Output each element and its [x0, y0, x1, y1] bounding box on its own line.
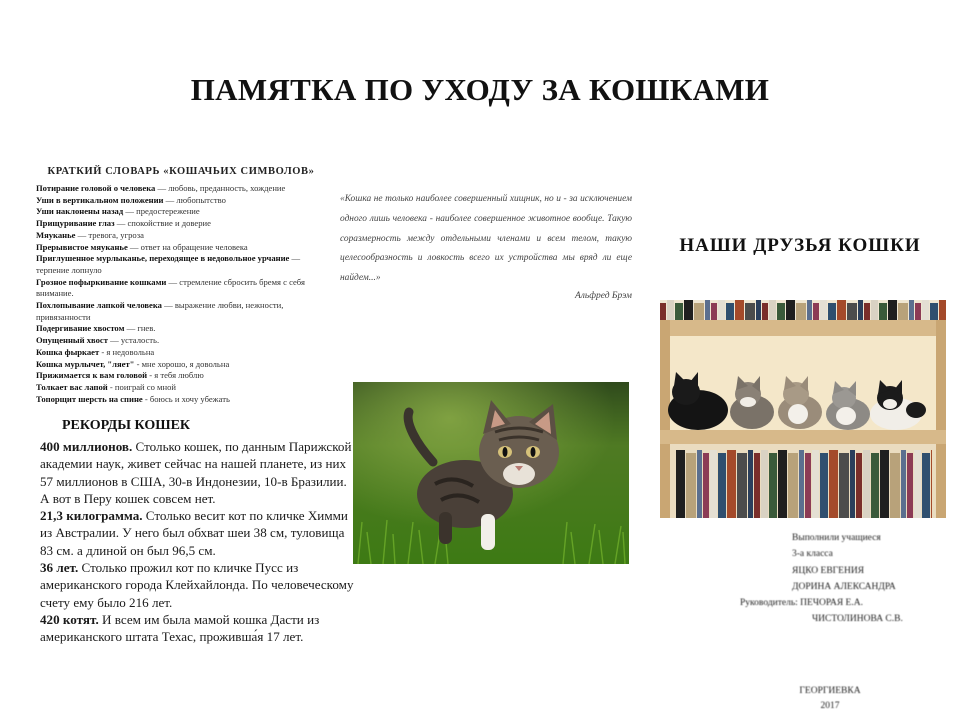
- glossary-definition: — гнев.: [124, 323, 156, 334]
- book-spine: [694, 303, 704, 320]
- glossary-item: [36, 335, 326, 347]
- book-spine: [710, 450, 717, 518]
- book-spine: [684, 300, 693, 320]
- book-spine: [837, 300, 846, 320]
- book-spine: [697, 450, 702, 518]
- book-spine: [675, 303, 683, 320]
- records-section: [40, 418, 358, 646]
- book-spine: [769, 300, 776, 320]
- glossary-term: Прерывистое мяуканье: [36, 241, 128, 252]
- book-spine: [769, 453, 777, 518]
- glossary-term: Похлопывание лапкой человека: [36, 300, 162, 311]
- book-spine: [922, 453, 930, 518]
- glossary-definition: - я недовольна: [99, 346, 155, 357]
- glossary-term: Топорщит шерсть на спине: [36, 393, 143, 404]
- record-text: Столько весит кот по кличке Химми из Австралии. У него был обхват шеи 38 см, туловища 83 см. а длиной он был 96,5 см.: [40, 508, 348, 558]
- book-spine: [726, 303, 734, 320]
- record-text: Столько прожил кот по кличке Пусс из американского города Клейхайлонда. По человеческому счету ему было 216 лет.: [40, 560, 354, 610]
- glossary-term: Уши наклонены назад: [36, 206, 124, 217]
- glossary-definition: — усталость.: [107, 335, 160, 346]
- book-spine: [737, 453, 747, 518]
- cats-on-shelf-photo: [660, 300, 946, 518]
- book-spine: [660, 303, 666, 320]
- quote-block: [340, 190, 632, 301]
- book-spine: [813, 303, 819, 320]
- book-spine: [847, 303, 857, 320]
- credit-line: ЧИСТОЛИНОВА С.В.: [812, 614, 903, 625]
- book-spine: [762, 303, 768, 320]
- book-spine: [879, 303, 887, 320]
- book-spine: [901, 450, 906, 518]
- glossary-term: Кошка фыркает: [36, 346, 100, 357]
- credit-line: 3-а класса: [792, 549, 833, 560]
- book-spine: [829, 450, 838, 518]
- book-spine: [807, 300, 812, 320]
- glossary-item: [36, 206, 326, 218]
- book-spine: [820, 453, 828, 518]
- glossary-definition: — предостережение: [123, 206, 200, 217]
- glossary-definition: — стремление сбросить бремя с себя внимание.: [36, 276, 305, 299]
- record-item: [40, 507, 358, 559]
- record-item: [40, 438, 358, 507]
- book-spine: [796, 303, 806, 320]
- record-value: 36 лет.: [40, 560, 79, 576]
- record-value: 400 миллионов.: [40, 439, 133, 454]
- credit-line: Руководитель: ПЕЧОРАЯ Е.А.: [740, 598, 863, 609]
- book-spine: [898, 303, 908, 320]
- glossary-definition: — спокойствие и доверие: [114, 218, 211, 229]
- glossary-term: Приглушенное мурлыканье, переходящее в недовольное урчание: [36, 253, 290, 264]
- record-item: [40, 559, 358, 611]
- book-spine: [931, 450, 932, 518]
- glossary-definition: - боюсь и хочу убежать: [142, 393, 230, 404]
- book-spine: [748, 450, 753, 518]
- book-spine: [820, 300, 827, 320]
- glossary-term: Прищуривание глаз: [36, 218, 115, 229]
- glossary-item: [36, 300, 326, 323]
- credit-line: ЯЦКО ЕВГЕНИЯ: [792, 565, 865, 576]
- glossary-item: [36, 218, 326, 230]
- book-spine: [711, 303, 717, 320]
- book-spine: [761, 450, 768, 518]
- book-spine: [799, 450, 804, 518]
- glossary-term: Потирание головой о человека: [36, 183, 156, 193]
- glossary-term: Прижимается к вам головой: [36, 370, 148, 381]
- book-spine: [778, 450, 787, 518]
- records-list: [40, 438, 358, 646]
- glossary-item: [36, 394, 326, 406]
- footer-block: [780, 684, 880, 714]
- book-spine: [880, 450, 889, 518]
- glossary-item: [36, 230, 326, 242]
- glossary-term: Опущенный хвост: [36, 335, 108, 346]
- credit-line: ДОРИНА АЛЕКСАНДРА: [792, 581, 896, 592]
- book-spine: [676, 450, 685, 518]
- book-spine: [888, 300, 897, 320]
- book-spine: [930, 303, 938, 320]
- footer-city: ГЕОРГИЕВКА: [799, 686, 861, 696]
- glossary-item: [36, 370, 326, 382]
- glossary-definition: — тревога, угроза: [75, 229, 144, 240]
- book-spine: [718, 453, 726, 518]
- book-spine: [890, 453, 900, 518]
- glossary-item: [36, 183, 326, 195]
- record-value: 21,3 килограмма.: [40, 508, 143, 524]
- shelf-illustration: [660, 300, 946, 518]
- record-text: И всем им была мамой кошка Дасти из американского штата Техас, проживша́я 17 лет.: [40, 611, 320, 645]
- book-spine: [805, 453, 811, 518]
- quote-author: Альфред Брэм: [574, 290, 632, 301]
- book-spine: [745, 303, 755, 320]
- glossary-item: [36, 382, 326, 394]
- glossary-section: [36, 166, 326, 405]
- book-spine: [667, 300, 674, 320]
- kitten-photo: [353, 382, 629, 564]
- kitten-illustration: [353, 382, 629, 564]
- glossary-list: [36, 183, 326, 405]
- glossary-definition: - я тебя люблю: [147, 370, 204, 381]
- glossary-term: Уши в вертикальном положении: [36, 194, 164, 205]
- book-spine: [907, 453, 913, 518]
- glossary-term: Кошка мурлычет, "ляет": [36, 358, 135, 369]
- glossary-item: [36, 195, 326, 207]
- book-spine: [812, 450, 819, 518]
- book-spine: [856, 453, 862, 518]
- book-spine: [864, 303, 870, 320]
- book-spine: [718, 300, 725, 320]
- glossary-heading: КРАТКИЙ СЛОВАРЬ «КОШАЧЬИХ СИМВОЛОВ»: [47, 166, 315, 177]
- book-spine: [686, 453, 696, 518]
- book-spine: [786, 300, 795, 320]
- glossary-term: Подергивание хвостом: [36, 323, 125, 334]
- book-spine: [777, 303, 785, 320]
- glossary-term: Грозное пофыркивание кошками: [36, 276, 167, 287]
- book-spine: [705, 300, 710, 320]
- record-text: Столько кошек, по данным Парижской академии наук, живет сейчас на нашей планете, из них 57 миллионов в США, 30-в Индонезии, 10-в Бразилии. А вот в Перу кошек совсем нет.: [40, 439, 352, 506]
- book-spine: [939, 300, 946, 320]
- glossary-definition: - мне хорошо, я довольна: [134, 358, 230, 369]
- glossary-definition: - поиграй со мной: [107, 381, 176, 392]
- glossary-definition: — ответ на обращение человека: [127, 241, 248, 252]
- book-spine: [915, 303, 921, 320]
- book-spine: [754, 453, 760, 518]
- glossary-definition: — выражение любви, нежности, привязанности: [36, 300, 284, 322]
- book-spine: [871, 300, 878, 320]
- friends-title: НАШИ ДРУЗЬЯ КОШКИ: [679, 235, 921, 256]
- book-spine: [863, 450, 870, 518]
- glossary-item: [36, 277, 326, 300]
- glossary-item: [36, 253, 326, 276]
- page-title: ПАМЯТКА ПО УХОДУ ЗА КОШКАМИ: [190, 72, 770, 107]
- glossary-definition: — любовь, преданность, хождение: [155, 183, 286, 193]
- credit-line: Выполнили учащиеся: [792, 533, 881, 543]
- glossary-item: [36, 242, 326, 254]
- record-item: [40, 611, 358, 646]
- footer-year: 2017: [820, 701, 840, 711]
- quote-text: «Кошка не только наиболее совершенный хищник, но и - за исключением одного лишь человека - наиболее совершенное животное вообще. Такую соразмерность между отдельными членами и всем телом, такую целесообразность и ловкость всего их устройства мы вряд ли еще найдем...»: [340, 194, 632, 284]
- book-spine: [703, 453, 709, 518]
- book-spine: [914, 450, 921, 518]
- glossary-definition: — терпение лопнуло: [36, 253, 301, 275]
- credits-block: [740, 530, 960, 628]
- book-spine: [727, 450, 736, 518]
- record-value: 420 котят.: [40, 611, 99, 627]
- book-spine: [788, 453, 798, 518]
- book-spine: [850, 450, 855, 518]
- book-spine: [756, 300, 761, 320]
- book-spine: [922, 300, 929, 320]
- book-spine: [735, 300, 744, 320]
- glossary-definition: — любопытство: [163, 194, 226, 205]
- book-spine: [871, 453, 879, 518]
- book-spine: [909, 300, 914, 320]
- glossary-term: Мяуканье: [36, 229, 76, 240]
- glossary-item: [36, 323, 326, 335]
- glossary-item: [36, 347, 326, 359]
- glossary-item: [36, 359, 326, 371]
- glossary-term: Толкает вас лапой: [36, 381, 108, 392]
- book-spine: [839, 453, 849, 518]
- book-spine: [828, 303, 836, 320]
- book-spine: [858, 300, 863, 320]
- records-heading: РЕКОРДЫ КОШЕК: [62, 418, 191, 433]
